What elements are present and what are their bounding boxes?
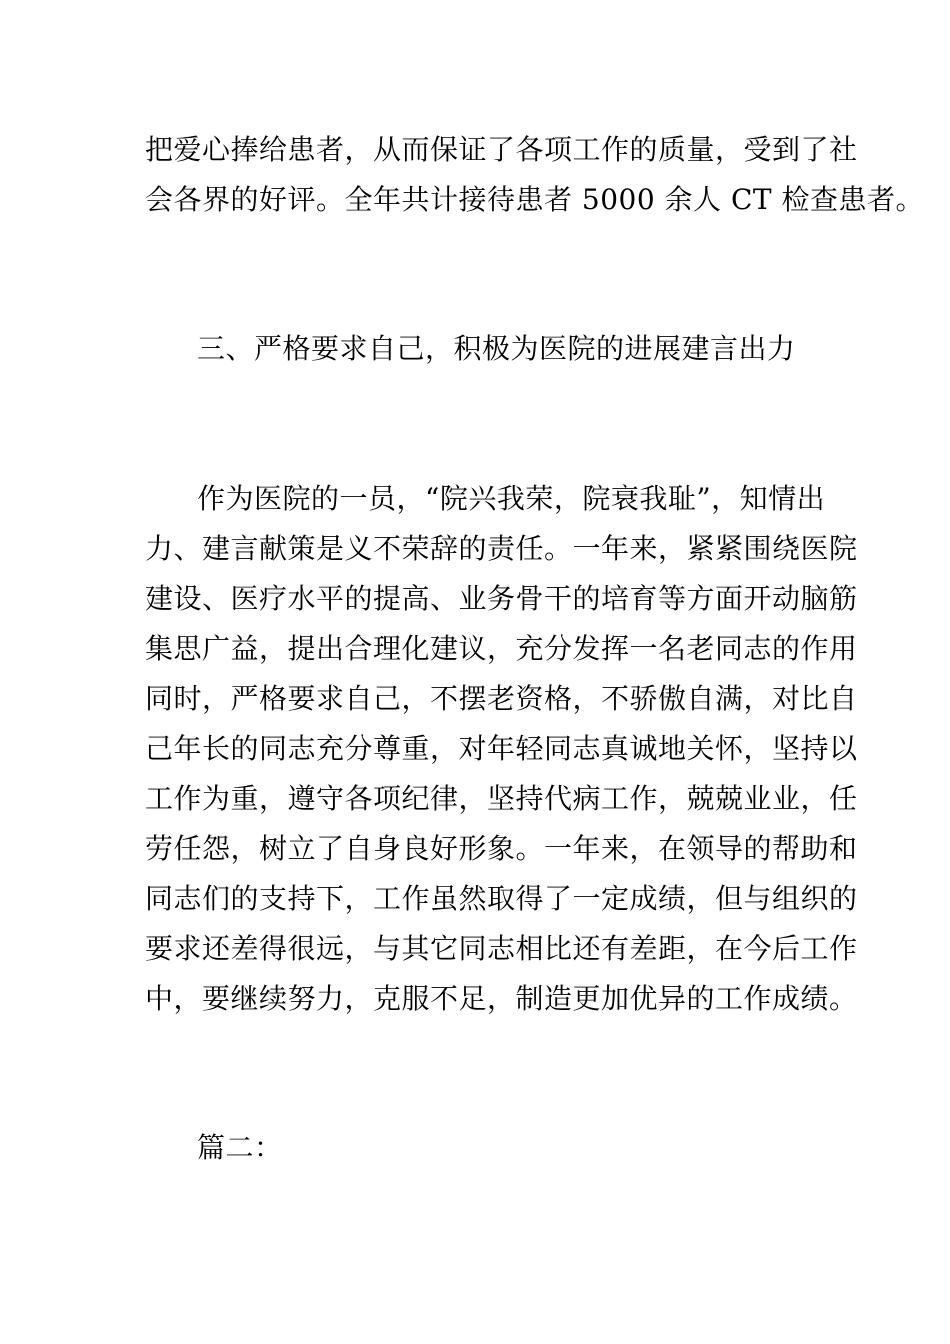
- paragraph-2-line-2: 力、建言献策是义不荣辞的责任。一年来，紧紧围绕医院: [145, 532, 858, 565]
- paragraph-2-line-11: 中，要继续努力，克服不足，制造更加优异的工作成绩。: [145, 982, 858, 1015]
- paragraph-2-line-4: 集思广益，提出合理化建议，充分发挥一名老同志的作用: [145, 632, 858, 665]
- section-label: 篇二：: [197, 1131, 283, 1164]
- paragraph-1-line-2: 会各界的好评。全年共计接待患者 5000 余人 CT 检查患者。: [145, 183, 924, 216]
- paragraph-2-line-5: 同时，严格要求自己，不摆老资格，不骄傲自满，对比自: [145, 682, 858, 715]
- section-heading: 三、严格要求自己，积极为医院的进展建言出力: [197, 332, 796, 365]
- paragraph-2-line-10: 要求还差得很远，与其它同志相比还有差距，在今后工作: [145, 932, 858, 965]
- paragraph-1-line-1: 把爱心捧给患者，从而保证了各项工作的质量，受到了社: [145, 133, 858, 166]
- paragraph-2-line-3: 建设、医疗水平的提高、业务骨干的培育等方面开动脑筋: [145, 582, 858, 615]
- paragraph-2-line-7: 工作为重，遵守各项纪律，坚持代病工作，兢兢业业，任: [145, 782, 858, 815]
- paragraph-2-line-9: 同志们的支持下，工作虽然取得了一定成绩，但与组织的: [145, 882, 858, 915]
- paragraph-2-line-6: 己年长的同志充分尊重，对年轻同志真诚地关怀，坚持以: [145, 732, 858, 765]
- paragraph-2-line-1: 作为医院的一员，“院兴我荣，院衰我耻”，知情出: [197, 482, 826, 515]
- paragraph-2-line-8: 劳任怨，树立了自身良好形象。一年来，在领导的帮助和: [145, 832, 858, 865]
